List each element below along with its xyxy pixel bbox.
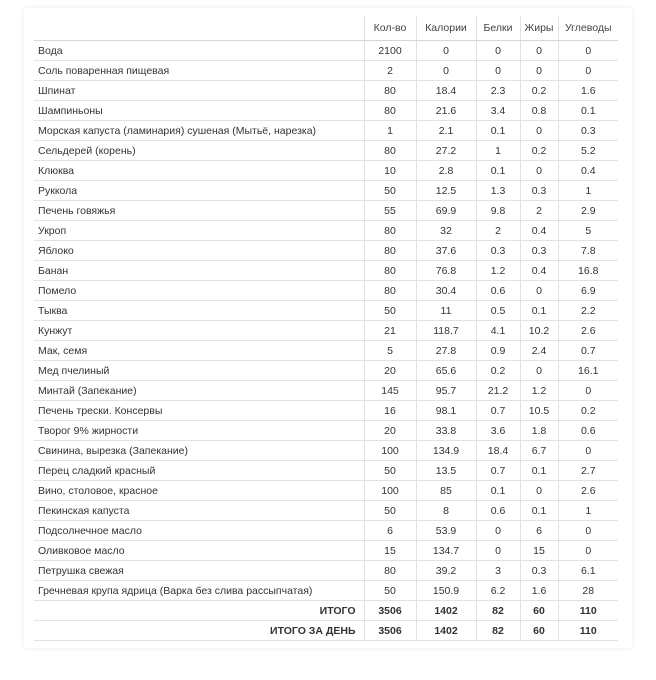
cell-name: Соль поваренная пищевая bbox=[34, 61, 364, 81]
cell-calories: 65.6 bbox=[416, 361, 476, 381]
cell-carbs: 28 bbox=[558, 581, 618, 601]
cell-protein: 0.5 bbox=[476, 301, 520, 321]
table-row bbox=[34, 521, 618, 541]
cell-protein: 0 bbox=[476, 61, 520, 81]
cell-protein: 1.2 bbox=[476, 261, 520, 281]
cell-protein: 0 bbox=[476, 541, 520, 561]
table-row bbox=[34, 201, 618, 221]
cell-carbs: 0 bbox=[558, 61, 618, 81]
cell-calories: 21.6 bbox=[416, 101, 476, 121]
cell-carbs: 5 bbox=[558, 221, 618, 241]
cell-name: Печень говяжья bbox=[34, 201, 364, 221]
cell-name: Тыква bbox=[34, 301, 364, 321]
total-carbs: 110 bbox=[558, 621, 618, 641]
total-protein: 82 bbox=[476, 601, 520, 621]
cell-fat: 0 bbox=[520, 481, 558, 501]
cell-calories: 12.5 bbox=[416, 181, 476, 201]
cell-fat: 1.8 bbox=[520, 421, 558, 441]
cell-protein: 0.1 bbox=[476, 121, 520, 141]
cell-qty: 50 bbox=[364, 501, 416, 521]
cell-calories: 76.8 bbox=[416, 261, 476, 281]
cell-name: Вода bbox=[34, 41, 364, 61]
table-row bbox=[34, 101, 618, 121]
cell-calories: 150.9 bbox=[416, 581, 476, 601]
cell-carbs: 0.2 bbox=[558, 401, 618, 421]
cell-calories: 13.5 bbox=[416, 461, 476, 481]
cell-calories: 30.4 bbox=[416, 281, 476, 301]
cell-fat: 0.4 bbox=[520, 221, 558, 241]
nutrition-card bbox=[24, 8, 632, 648]
total-calories: 1402 bbox=[416, 601, 476, 621]
cell-protein: 2 bbox=[476, 221, 520, 241]
cell-fat: 0.3 bbox=[520, 561, 558, 581]
cell-carbs: 0 bbox=[558, 381, 618, 401]
cell-protein: 0.1 bbox=[476, 481, 520, 501]
total-protein: 82 bbox=[476, 621, 520, 641]
cell-protein: 0.7 bbox=[476, 461, 520, 481]
cell-name: Банан bbox=[34, 261, 364, 281]
total-fat: 60 bbox=[520, 621, 558, 641]
cell-qty: 100 bbox=[364, 441, 416, 461]
cell-qty: 80 bbox=[364, 261, 416, 281]
cell-name: Клюква bbox=[34, 161, 364, 181]
cell-fat: 0.8 bbox=[520, 101, 558, 121]
cell-protein: 1.3 bbox=[476, 181, 520, 201]
cell-fat: 0 bbox=[520, 161, 558, 181]
cell-protein: 0.2 bbox=[476, 361, 520, 381]
cell-calories: 33.8 bbox=[416, 421, 476, 441]
table-row bbox=[34, 461, 618, 481]
cell-name: Мед пчелиный bbox=[34, 361, 364, 381]
cell-qty: 6 bbox=[364, 521, 416, 541]
cell-fat: 15 bbox=[520, 541, 558, 561]
total-carbs: 110 bbox=[558, 601, 618, 621]
total-qty: 3506 bbox=[364, 621, 416, 641]
cell-calories: 2.8 bbox=[416, 161, 476, 181]
cell-protein: 6.2 bbox=[476, 581, 520, 601]
cell-carbs: 1 bbox=[558, 501, 618, 521]
cell-carbs: 2.7 bbox=[558, 461, 618, 481]
header-fat: Жиры bbox=[520, 16, 558, 41]
cell-qty: 55 bbox=[364, 201, 416, 221]
cell-calories: 98.1 bbox=[416, 401, 476, 421]
table-row bbox=[34, 181, 618, 201]
cell-carbs: 1.6 bbox=[558, 81, 618, 101]
total-label: ИТОГО bbox=[34, 601, 364, 621]
cell-fat: 1.2 bbox=[520, 381, 558, 401]
cell-name: Печень трески. Консервы bbox=[34, 401, 364, 421]
table-row bbox=[34, 501, 618, 521]
cell-qty: 80 bbox=[364, 221, 416, 241]
table-row bbox=[34, 561, 618, 581]
cell-fat: 10.2 bbox=[520, 321, 558, 341]
cell-qty: 80 bbox=[364, 561, 416, 581]
cell-protein: 1 bbox=[476, 141, 520, 161]
cell-calories: 37.6 bbox=[416, 241, 476, 261]
cell-fat: 0.4 bbox=[520, 261, 558, 281]
header-carbs: Углеводы bbox=[558, 16, 618, 41]
cell-qty: 16 bbox=[364, 401, 416, 421]
cell-name: Перец сладкий красный bbox=[34, 461, 364, 481]
cell-name: Гречневая крупа ядрица (Варка без слива рассыпчатая) bbox=[34, 581, 364, 601]
cell-qty: 50 bbox=[364, 461, 416, 481]
cell-calories: 134.7 bbox=[416, 541, 476, 561]
cell-name: Шампиньоны bbox=[34, 101, 364, 121]
cell-protein: 0.6 bbox=[476, 501, 520, 521]
cell-name: Яблоко bbox=[34, 241, 364, 261]
cell-protein: 4.1 bbox=[476, 321, 520, 341]
cell-qty: 20 bbox=[364, 421, 416, 441]
cell-fat: 0 bbox=[520, 61, 558, 81]
cell-calories: 0 bbox=[416, 41, 476, 61]
cell-fat: 0.3 bbox=[520, 181, 558, 201]
cell-qty: 50 bbox=[364, 301, 416, 321]
cell-name: Кунжут bbox=[34, 321, 364, 341]
table-header bbox=[34, 16, 618, 41]
cell-qty: 21 bbox=[364, 321, 416, 341]
cell-calories: 11 bbox=[416, 301, 476, 321]
table-row bbox=[34, 161, 618, 181]
cell-carbs: 1 bbox=[558, 181, 618, 201]
cell-name: Руккола bbox=[34, 181, 364, 201]
cell-carbs: 0.7 bbox=[558, 341, 618, 361]
table-row bbox=[34, 301, 618, 321]
cell-fat: 6.7 bbox=[520, 441, 558, 461]
cell-protein: 18.4 bbox=[476, 441, 520, 461]
header-protein: Белки bbox=[476, 16, 520, 41]
cell-fat: 0.1 bbox=[520, 501, 558, 521]
table-row bbox=[34, 281, 618, 301]
cell-carbs: 0.3 bbox=[558, 121, 618, 141]
cell-calories: 85 bbox=[416, 481, 476, 501]
table-row bbox=[34, 61, 618, 81]
table-row bbox=[34, 361, 618, 381]
table-row bbox=[34, 81, 618, 101]
cell-name: Пекинская капуста bbox=[34, 501, 364, 521]
cell-name: Помело bbox=[34, 281, 364, 301]
cell-carbs: 2.9 bbox=[558, 201, 618, 221]
cell-qty: 20 bbox=[364, 361, 416, 381]
cell-carbs: 5.2 bbox=[558, 141, 618, 161]
total-calories: 1402 bbox=[416, 621, 476, 641]
cell-qty: 100 bbox=[364, 481, 416, 501]
cell-name: Укроп bbox=[34, 221, 364, 241]
table-row bbox=[34, 541, 618, 561]
cell-qty: 5 bbox=[364, 341, 416, 361]
cell-name: Свинина, вырезка (Запекание) bbox=[34, 441, 364, 461]
cell-qty: 80 bbox=[364, 81, 416, 101]
cell-fat: 2.4 bbox=[520, 341, 558, 361]
cell-name: Петрушка свежая bbox=[34, 561, 364, 581]
cell-carbs: 2.6 bbox=[558, 481, 618, 501]
cell-fat: 0.1 bbox=[520, 461, 558, 481]
cell-protein: 2.3 bbox=[476, 81, 520, 101]
cell-fat: 0 bbox=[520, 121, 558, 141]
table-row bbox=[34, 581, 618, 601]
header-qty: Кол-во bbox=[364, 16, 416, 41]
cell-calories: 27.2 bbox=[416, 141, 476, 161]
cell-name: Сельдерей (корень) bbox=[34, 141, 364, 161]
cell-protein: 0.9 bbox=[476, 341, 520, 361]
cell-qty: 80 bbox=[364, 141, 416, 161]
total-qty: 3506 bbox=[364, 601, 416, 621]
cell-calories: 2.1 bbox=[416, 121, 476, 141]
cell-fat: 6 bbox=[520, 521, 558, 541]
cell-protein: 3 bbox=[476, 561, 520, 581]
table-body bbox=[34, 41, 618, 601]
header-name bbox=[34, 16, 364, 41]
cell-fat: 2 bbox=[520, 201, 558, 221]
cell-name: Минтай (Запекание) bbox=[34, 381, 364, 401]
cell-qty: 145 bbox=[364, 381, 416, 401]
cell-calories: 32 bbox=[416, 221, 476, 241]
cell-name: Мак, семя bbox=[34, 341, 364, 361]
cell-qty: 80 bbox=[364, 101, 416, 121]
cell-calories: 118.7 bbox=[416, 321, 476, 341]
cell-name: Шпинат bbox=[34, 81, 364, 101]
cell-name: Творог 9% жирности bbox=[34, 421, 364, 441]
cell-protein: 0.7 bbox=[476, 401, 520, 421]
cell-fat: 0 bbox=[520, 41, 558, 61]
table-row bbox=[34, 121, 618, 141]
cell-calories: 8 bbox=[416, 501, 476, 521]
cell-qty: 2100 bbox=[364, 41, 416, 61]
cell-protein: 0 bbox=[476, 41, 520, 61]
table-row bbox=[34, 141, 618, 161]
table-row bbox=[34, 221, 618, 241]
cell-carbs: 0 bbox=[558, 521, 618, 541]
cell-name: Морская капуста (ламинария) сушеная (Мытьё, нарезка) bbox=[34, 121, 364, 141]
cell-calories: 39.2 bbox=[416, 561, 476, 581]
cell-qty: 10 bbox=[364, 161, 416, 181]
cell-fat: 1.6 bbox=[520, 581, 558, 601]
cell-carbs: 6.9 bbox=[558, 281, 618, 301]
cell-fat: 10.5 bbox=[520, 401, 558, 421]
table-row bbox=[34, 41, 618, 61]
cell-qty: 80 bbox=[364, 281, 416, 301]
cell-qty: 1 bbox=[364, 121, 416, 141]
cell-protein: 3.6 bbox=[476, 421, 520, 441]
cell-calories: 53.9 bbox=[416, 521, 476, 541]
cell-protein: 0.1 bbox=[476, 161, 520, 181]
table-row bbox=[34, 401, 618, 421]
cell-calories: 0 bbox=[416, 61, 476, 81]
total-row bbox=[34, 601, 618, 621]
cell-protein: 0 bbox=[476, 521, 520, 541]
cell-fat: 0.2 bbox=[520, 141, 558, 161]
cell-protein: 3.4 bbox=[476, 101, 520, 121]
cell-qty: 50 bbox=[364, 181, 416, 201]
cell-calories: 69.9 bbox=[416, 201, 476, 221]
cell-protein: 21.2 bbox=[476, 381, 520, 401]
cell-carbs: 2.6 bbox=[558, 321, 618, 341]
nutrition-table bbox=[34, 16, 618, 641]
table-row bbox=[34, 321, 618, 341]
cell-fat: 0.2 bbox=[520, 81, 558, 101]
cell-qty: 80 bbox=[364, 241, 416, 261]
total-fat: 60 bbox=[520, 601, 558, 621]
cell-qty: 50 bbox=[364, 581, 416, 601]
cell-protein: 0.3 bbox=[476, 241, 520, 261]
cell-qty: 15 bbox=[364, 541, 416, 561]
cell-carbs: 2.2 bbox=[558, 301, 618, 321]
cell-protein: 9.8 bbox=[476, 201, 520, 221]
table-row bbox=[34, 421, 618, 441]
cell-fat: 0 bbox=[520, 361, 558, 381]
cell-carbs: 7.8 bbox=[558, 241, 618, 261]
cell-carbs: 0.4 bbox=[558, 161, 618, 181]
cell-calories: 134.9 bbox=[416, 441, 476, 461]
cell-fat: 0 bbox=[520, 281, 558, 301]
cell-protein: 0.6 bbox=[476, 281, 520, 301]
cell-carbs: 0.1 bbox=[558, 101, 618, 121]
table-row bbox=[34, 481, 618, 501]
cell-calories: 18.4 bbox=[416, 81, 476, 101]
cell-calories: 27.8 bbox=[416, 341, 476, 361]
table-row bbox=[34, 441, 618, 461]
table-footer bbox=[34, 601, 618, 641]
cell-carbs: 0.6 bbox=[558, 421, 618, 441]
table-row bbox=[34, 261, 618, 281]
cell-fat: 0.1 bbox=[520, 301, 558, 321]
table-row bbox=[34, 241, 618, 261]
cell-fat: 0.3 bbox=[520, 241, 558, 261]
cell-carbs: 16.8 bbox=[558, 261, 618, 281]
total-row bbox=[34, 621, 618, 641]
cell-carbs: 0 bbox=[558, 41, 618, 61]
cell-name: Оливковое масло bbox=[34, 541, 364, 561]
cell-carbs: 0 bbox=[558, 441, 618, 461]
table-row bbox=[34, 341, 618, 361]
cell-calories: 95.7 bbox=[416, 381, 476, 401]
cell-carbs: 6.1 bbox=[558, 561, 618, 581]
table-row bbox=[34, 381, 618, 401]
cell-carbs: 16.1 bbox=[558, 361, 618, 381]
cell-name: Подсолнечное масло bbox=[34, 521, 364, 541]
cell-carbs: 0 bbox=[558, 541, 618, 561]
cell-name: Вино, столовое, красное bbox=[34, 481, 364, 501]
total-label: ИТОГО ЗА ДЕНЬ bbox=[34, 621, 364, 641]
header-row bbox=[34, 16, 618, 41]
header-calories: Калории bbox=[416, 16, 476, 41]
cell-qty: 2 bbox=[364, 61, 416, 81]
